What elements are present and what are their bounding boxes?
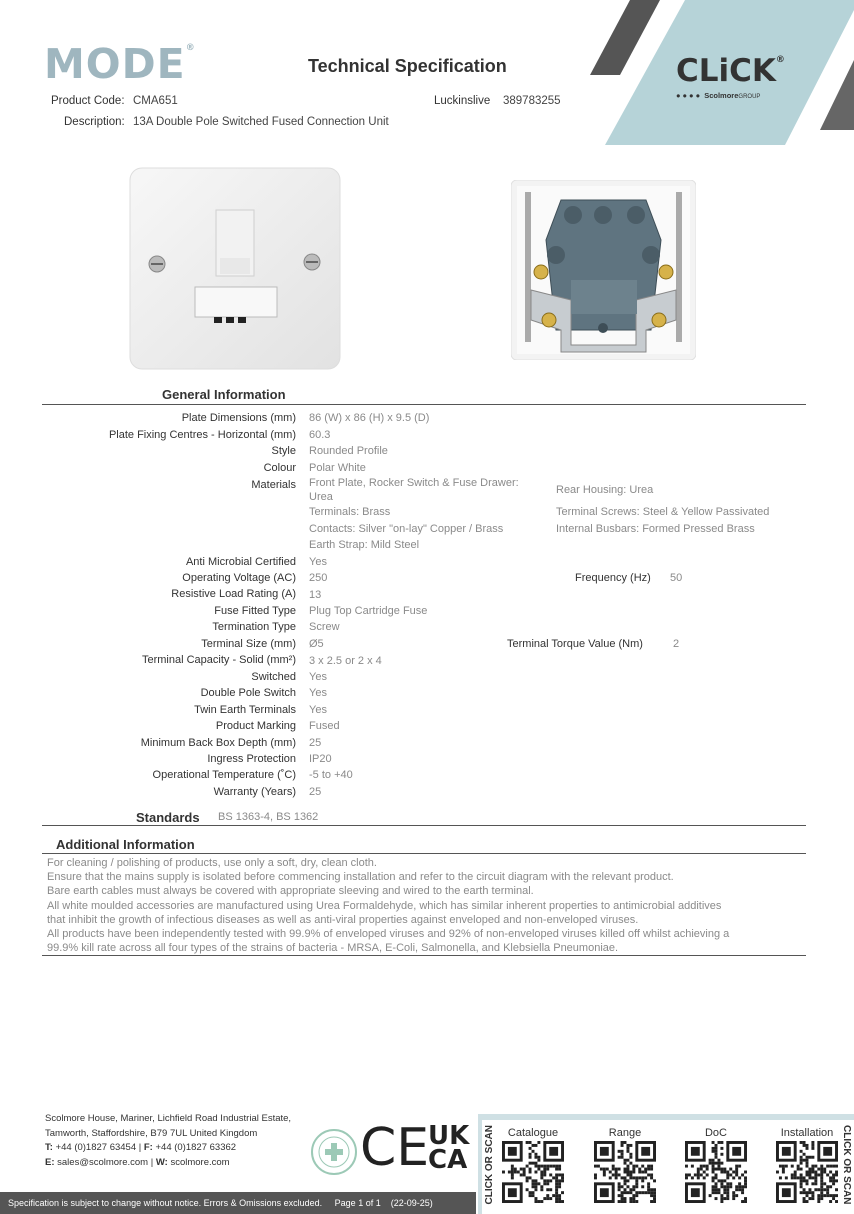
spec-label: Plate Fixing Centres - Horizontal (mm) bbox=[108, 429, 296, 441]
spec-label: Twin Earth Terminals bbox=[194, 704, 296, 716]
materials-line2: Urea bbox=[309, 491, 333, 503]
spec-label: Colour bbox=[263, 462, 296, 474]
qr-label-range: Range bbox=[608, 1127, 642, 1139]
spec-label: Termination Type bbox=[212, 621, 296, 633]
spec-value: Yes bbox=[309, 671, 327, 683]
product-front-image bbox=[128, 166, 342, 371]
address-line: Tamworth, Staffordshire, B79 7UL United Kingdom bbox=[45, 1127, 258, 1139]
website-link[interactable]: scolmore.com bbox=[170, 1156, 230, 1168]
spec-label: Anti Microbial Certified bbox=[185, 556, 296, 568]
description-label: Description: bbox=[64, 116, 125, 128]
click-or-scan-left: CLICK OR SCAN bbox=[484, 1125, 495, 1205]
additional-line: For cleaning / polishing of products, use only a soft, dry, clean cloth. bbox=[47, 857, 377, 869]
additional-info-heading: Additional Information bbox=[56, 837, 195, 852]
antimicrobial-seal-icon bbox=[310, 1128, 358, 1176]
page-title: Technical Specification bbox=[308, 56, 507, 76]
qr-label-installation: Installation bbox=[780, 1127, 834, 1139]
spec-value: Plug Top Cartridge Fuse bbox=[309, 605, 428, 617]
additional-line: 99.9% kill rate across all four types of the strains of bacteria - MRSA, E-Coli, Salmonella, and Klebsiella Pneumoniae. bbox=[47, 942, 619, 955]
spec-value: 60.3 bbox=[309, 429, 331, 441]
product-back-image bbox=[511, 180, 696, 360]
materials-contacts: Contacts: Silver "on-lay" Copper / Brass bbox=[309, 523, 504, 535]
additional-info-rule bbox=[42, 853, 806, 854]
spec-label: Materials bbox=[251, 479, 296, 491]
spec-label: Operational Temperature (˚C) bbox=[152, 769, 296, 781]
spec-label: Product Marking bbox=[215, 720, 296, 732]
general-info-rule bbox=[42, 404, 806, 405]
ukca-mark: UK CA bbox=[428, 1121, 470, 1175]
additional-line: that inhibit the growth of infectious diseases as well as anti-viral properties against enveloped and non-enveloped viruses. bbox=[47, 913, 639, 926]
mode-logo: MODE® bbox=[44, 40, 196, 88]
standards-label: Standards bbox=[136, 810, 200, 825]
spec-value: 13 bbox=[309, 589, 322, 601]
spec-value: 25 bbox=[309, 737, 322, 749]
additional-line: Bare earth cables must always be covered with appropriate sleeving and wired to the earth terminal. bbox=[47, 885, 534, 898]
spec-value: Fused bbox=[309, 720, 340, 732]
standards-value: BS 1363-4, BS 1362 bbox=[218, 811, 319, 823]
torque-value: 2 bbox=[673, 638, 680, 650]
materials-rear-housing: Rear Housing: Urea bbox=[556, 484, 654, 496]
spec-label: Double Pole Switch bbox=[200, 687, 296, 699]
spec-value: Front Plate, Rocker Switch & Fuse Drawer: bbox=[309, 477, 519, 489]
luckinslive-value: 389783255 bbox=[503, 95, 561, 107]
general-info-heading: General Information bbox=[162, 387, 286, 402]
additional-info-bottom-rule bbox=[42, 955, 806, 956]
qr-code-doc[interactable] bbox=[685, 1141, 747, 1203]
torque-label: Terminal Torque Value (Nm) bbox=[507, 638, 643, 650]
additional-line: Ensure that the mains supply is isolated before commencing installation and refer to the circuit diagram with the relevant product. bbox=[47, 871, 674, 884]
additional-line: All products have been independently tested with 99.9% of enveloped viruses and 92% of non-enveloped viruses killed off whilst achieving a bbox=[47, 928, 730, 941]
spec-label: Resistive Load Rating (A) bbox=[171, 588, 296, 600]
spec-label: Style bbox=[271, 445, 296, 457]
qr-panel-border-left bbox=[478, 1114, 482, 1214]
materials-earth-strap: Earth Strap: Mild Steel bbox=[309, 539, 420, 551]
spec-value: Yes bbox=[309, 556, 327, 568]
spec-label: Plate Dimensions (mm) bbox=[181, 412, 296, 424]
footer-disclaimer-line: Specification is subject to change without notice. Errors & Omissions excluded. Page 1 of 1 (22-09-25) bbox=[8, 1198, 433, 1208]
spec-value: 86 (W) x 86 (H) x 9.5 (D) bbox=[309, 412, 430, 424]
qr-panel-border bbox=[478, 1114, 854, 1120]
spec-value: -5 to +40 bbox=[309, 769, 353, 781]
spec-value: Polar White bbox=[309, 462, 366, 474]
qr-label-catalogue: Catalogue bbox=[507, 1127, 559, 1139]
contact-phone-line: T: +44 (0)1827 63454 | F: +44 (0)1827 63362 bbox=[45, 1142, 237, 1154]
spec-value: Ø5 bbox=[309, 638, 324, 650]
spec-label: Ingress Protection bbox=[207, 753, 296, 765]
spec-value: 3 x 2.5 or 2 x 4 bbox=[309, 655, 382, 667]
frequency-label: Frequency (Hz) bbox=[575, 572, 651, 584]
address-line: Scolmore House, Mariner, Lichfield Road Industrial Estate, bbox=[45, 1113, 292, 1124]
additional-info-text bbox=[47, 856, 807, 955]
frequency-value: 50 bbox=[670, 572, 683, 584]
spec-value: Yes bbox=[309, 687, 327, 699]
spec-label: Terminal Size (mm) bbox=[201, 638, 296, 650]
product-code-value: CMA651 bbox=[133, 95, 178, 107]
email-link[interactable]: sales@scolmore.com bbox=[57, 1156, 149, 1168]
qr-label-doc: DoC bbox=[704, 1127, 727, 1139]
description-value: 13A Double Pole Switched Fused Connection Unit bbox=[133, 116, 389, 128]
spec-label: Switched bbox=[251, 671, 296, 683]
additional-line: All white moulded accessories are manufactured using Urea Formaldehyde, which has similar inherent properties to antimicrobial additives bbox=[47, 899, 722, 912]
spec-label: Warranty (Years) bbox=[213, 786, 296, 798]
spec-value: Rounded Profile bbox=[309, 445, 388, 457]
click-logo: CLiCK® bbox=[676, 53, 785, 89]
spec-value: 250 bbox=[309, 572, 328, 584]
spec-label: Terminal Capacity - Solid (mm²) bbox=[141, 654, 296, 666]
ce-mark: CE bbox=[360, 1118, 430, 1178]
spec-value: 25 bbox=[309, 786, 322, 798]
product-code-label: Product Code: bbox=[51, 95, 125, 107]
spec-label: Minimum Back Box Depth (mm) bbox=[140, 737, 296, 749]
qr-code-catalogue[interactable] bbox=[502, 1141, 564, 1203]
qr-code-range[interactable] bbox=[594, 1141, 656, 1203]
spec-label: Fuse Fitted Type bbox=[214, 605, 296, 617]
spec-value: Screw bbox=[309, 621, 340, 633]
qr-code-installation[interactable] bbox=[776, 1141, 838, 1203]
contact-web-line: E: sales@scolmore.com | W: scolmore.com bbox=[45, 1156, 230, 1168]
spec-label: Operating Voltage (AC) bbox=[182, 572, 296, 584]
company-address bbox=[45, 1112, 291, 1170]
materials-terminal-screws: Terminal Screws: Steel & Yellow Passivated bbox=[556, 506, 770, 518]
materials-terminals: Terminals: Brass bbox=[309, 506, 391, 518]
standards-rule bbox=[42, 825, 806, 826]
click-sub-logo: ●●●● ScolmoreGROUP bbox=[676, 91, 761, 100]
spec-value: IP20 bbox=[309, 753, 332, 765]
luckinslive-label: Luckinslive bbox=[434, 95, 491, 107]
materials-internal-busbars: Internal Busbars: Formed Pressed Brass bbox=[556, 523, 755, 535]
spec-value: Yes bbox=[309, 704, 327, 716]
click-or-scan-right: CLICK OR SCAN bbox=[841, 1125, 852, 1205]
